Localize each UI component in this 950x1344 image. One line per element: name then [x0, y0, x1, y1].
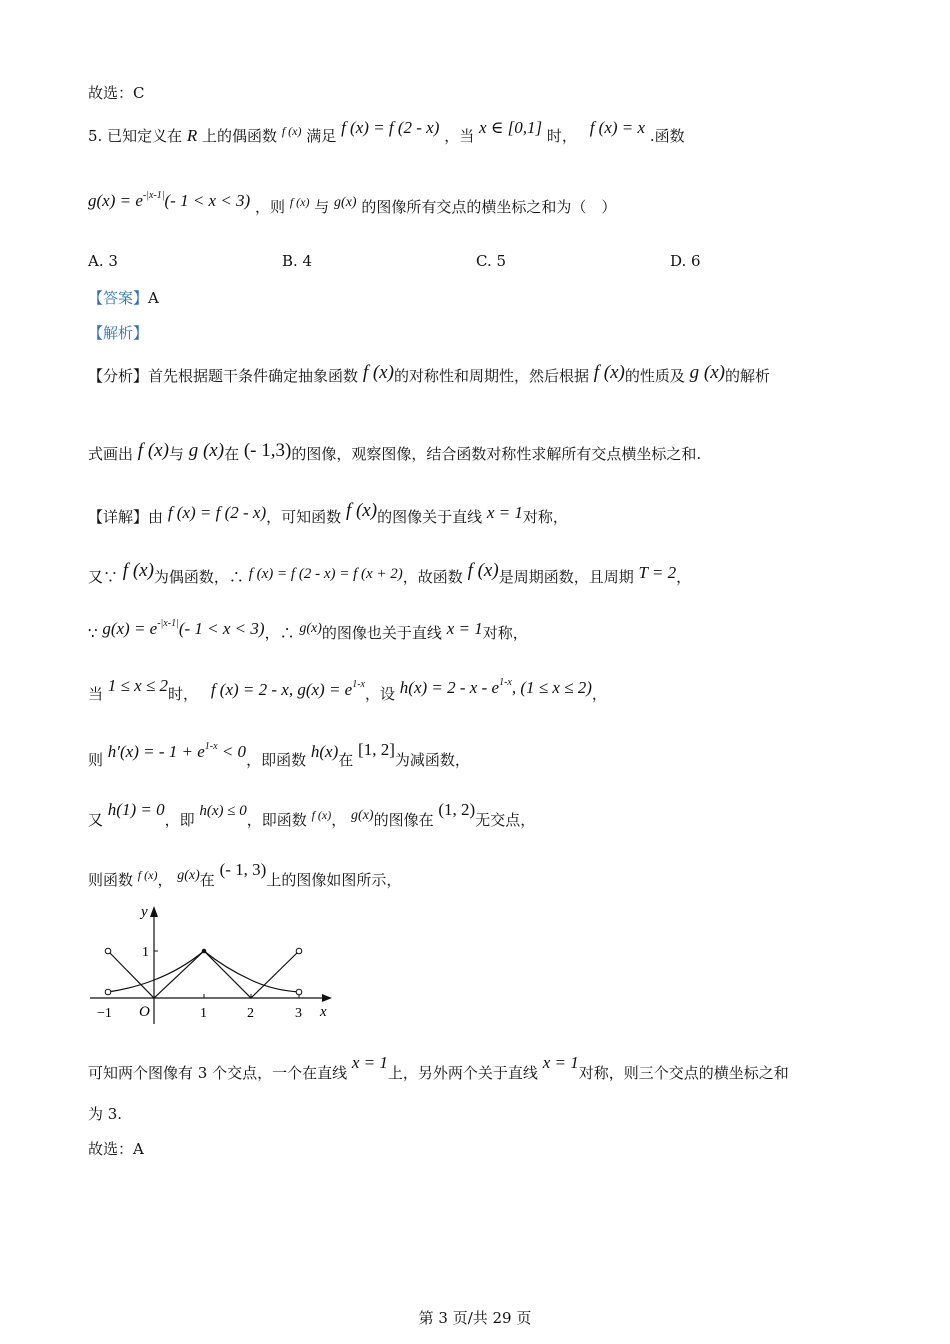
detail-text: ， — [591, 685, 607, 703]
h-derivative: h′(x) = - 1 + e — [107, 742, 205, 761]
detail-text: 为偶函数，∴ — [153, 568, 244, 586]
tick-label-x2: 2 — [247, 1006, 254, 1021]
answer-tag: 【答案】 — [88, 289, 149, 307]
detail-text: 又 — [88, 811, 104, 829]
gx-inline: g(x) — [299, 621, 322, 636]
option-d: D. 6 — [670, 252, 701, 270]
detail-text: ，即函数 — [246, 811, 307, 829]
open-endpoint — [105, 948, 111, 954]
detail-line-6 — [88, 800, 535, 830]
detail-line-4 — [88, 676, 607, 704]
detail-text: 对称， — [522, 508, 568, 526]
detail-text: 上，另外两个关于直线 — [387, 1064, 538, 1082]
detail-text: 上的图像如图所示， — [266, 871, 402, 889]
detail-text: 由 — [148, 508, 164, 526]
h-definition: h(x) = 2 - x - e — [399, 678, 500, 697]
fenxi-text: 与 — [168, 445, 184, 463]
detail-text: 在 — [199, 871, 215, 889]
domain-condition: x ∈ [0,1] — [478, 118, 543, 137]
fenxi-text: 在 — [224, 445, 240, 463]
detail-text: ， — [676, 568, 692, 586]
answer-line — [88, 287, 159, 308]
detail-text: ，设 — [365, 685, 396, 703]
question-text: 与 — [314, 198, 330, 216]
detail-line-1 — [88, 500, 568, 527]
h-value: h(1) = 0 — [107, 800, 165, 819]
detail-text: 对称，则三个交点的横坐标之和 — [578, 1064, 789, 1082]
gx-inline: g (x) — [188, 440, 225, 461]
detail-line-2 — [88, 560, 691, 587]
tick-label-x3: 3 — [295, 1006, 302, 1021]
question-text: 时， — [546, 127, 577, 145]
fx-inline: f (x) — [345, 500, 378, 521]
tick-label-xm1: −1 — [97, 1006, 112, 1021]
detail-text: 的图像也关于直线 — [321, 624, 442, 642]
inequality: h(x) ≤ 0 — [199, 803, 247, 819]
open-endpoint — [296, 948, 302, 954]
fx-inline: f (x) — [281, 124, 302, 138]
exponent: 1-x — [352, 679, 365, 690]
tick-label-x1: 1 — [200, 1006, 207, 1021]
periodicity-equation: f (x) = f (2 - x) = f (x + 2) — [248, 566, 403, 582]
interval: (1, 2) — [438, 800, 476, 819]
h-inline: h(x) — [310, 742, 339, 761]
fx-inline: f (x) — [137, 440, 169, 461]
fx-inline: f (x) — [467, 560, 499, 581]
open-endpoint — [296, 989, 302, 995]
detail-text: 在 — [338, 751, 354, 769]
detail-text: ，即 — [164, 811, 195, 829]
option-c: C. 5 — [476, 252, 507, 270]
final-choice: 故选：A — [88, 1140, 144, 1158]
fenxi-text: 首先根据题干条件确定抽象函数 — [148, 367, 359, 385]
axis-line-eq: x = 1 — [446, 619, 483, 638]
question-text: 的图像所有交点的横坐标之和为（ ） — [361, 198, 617, 216]
detail-line-7 — [88, 860, 401, 890]
detail-text: 又∵ — [88, 568, 119, 586]
g-exponent: -|x-1| — [142, 190, 165, 201]
gx-inline: g(x) — [334, 195, 357, 210]
prev-choice: 故选：C — [88, 84, 145, 102]
fenxi-text: 的性质及 — [624, 367, 685, 385]
axis-line-eq: x = 1 — [351, 1053, 388, 1072]
detail-line-9: 为 3. — [88, 1105, 123, 1123]
question-text: 满足 — [306, 127, 337, 145]
detail-text: ， — [157, 871, 173, 889]
detail-text: 可知两个图像有 3 个交点，一个在直线 — [88, 1064, 348, 1082]
question-text: .函数 — [649, 127, 685, 145]
y-axis-label: y — [141, 904, 148, 920]
set-R: R — [186, 126, 198, 145]
fenxi-text: 式画出 — [88, 445, 134, 463]
gx-inline: g(x) — [177, 868, 200, 883]
page-footer: 第 3 页/共 29 页 — [418, 1309, 532, 1327]
inequality: < 0 — [217, 742, 247, 761]
detail-text: 是周期函数，且周期 — [498, 568, 634, 586]
fenxi-text: 的对称性和周期性，然后根据 — [393, 367, 589, 385]
fx-inline: f (x) — [362, 362, 394, 383]
x-axis-arrow-icon — [322, 994, 332, 1002]
h-domain: , (1 ≤ x ≤ 2) — [511, 678, 592, 697]
interval: (- 1,3) — [243, 440, 292, 461]
detail-text: 无交点， — [475, 811, 536, 829]
intersection-point — [202, 949, 207, 954]
analysis-tag: 【解析】 — [88, 324, 149, 342]
detail-text: ，即函数 — [246, 751, 307, 769]
answer-value: A — [148, 289, 159, 307]
period-value: T = 2 — [638, 563, 677, 582]
interval: (- 1, 3) — [219, 860, 267, 879]
detail-line-5 — [88, 740, 470, 770]
question-text: ，当 — [444, 127, 475, 145]
fenxi-line-2 — [88, 440, 701, 464]
axis-line-eq: x = 1 — [486, 503, 523, 522]
fx-inline: f (x) — [137, 868, 158, 882]
detail-text: ∵ — [88, 624, 98, 642]
detail-text: 的图像关于直线 — [377, 508, 483, 526]
f-graph — [108, 951, 299, 998]
exponent: 1-x — [499, 677, 512, 688]
detail-text: 当 — [88, 685, 104, 703]
g-exponent: -|x-1| — [157, 618, 179, 629]
fenxi-line-1 — [88, 362, 770, 386]
detail-line-3 — [88, 618, 528, 643]
symmetry-equation: f (x) = f (2 - x) — [341, 118, 440, 137]
x-axis-label: x — [320, 1004, 327, 1020]
detail-text: ，可知函数 — [266, 508, 342, 526]
fx-definition: f (x) = x — [589, 118, 646, 137]
gx-inline: g (x) — [689, 362, 725, 383]
g-definition: g(x) = e — [102, 619, 158, 638]
piecewise-equation: f (x) = 2 - x, g(x) = e — [210, 680, 353, 699]
question-text: 上的偶函数 — [202, 127, 278, 145]
y-axis-arrow-icon — [150, 906, 158, 917]
detail-text: 对称， — [482, 624, 528, 642]
question-line-1 — [88, 118, 685, 146]
detail-text: 则 — [88, 751, 104, 769]
detail-text: 的图像在 — [373, 811, 434, 829]
open-endpoint — [105, 989, 111, 995]
detail-text: 时， — [168, 685, 199, 703]
question-number: 5. 已知定义在 — [88, 127, 183, 145]
detail-text: 则函数 — [88, 871, 134, 889]
detail-text: ，∴ — [264, 624, 295, 642]
g-domain: (- 1 < x < 3) — [164, 191, 251, 210]
fx-inline: f (x) — [122, 560, 154, 581]
question-text: ，则 — [255, 198, 286, 216]
domain-condition: 1 ≤ x ≤ 2 — [107, 676, 169, 695]
fenxi-text: 的解析 — [725, 367, 771, 385]
option-a: A. 3 — [88, 252, 118, 270]
g-graph — [108, 951, 299, 992]
function-graph-figure — [88, 898, 348, 1028]
fenxi-text: 的图像，观察图像，结合函数对称性求解所有交点横坐标之和. — [291, 445, 702, 463]
symmetry-equation: f (x) = f (2 - x) — [167, 503, 267, 522]
detail-text: ， — [331, 811, 347, 829]
g-domain: (- 1 < x < 3) — [178, 619, 265, 638]
fx-inline: f (x) — [311, 808, 332, 822]
interval: [1, 2] — [358, 740, 395, 759]
detail-text: 为减函数， — [394, 751, 470, 769]
tick-label-y1: 1 — [142, 945, 149, 960]
detail-tag: 【详解】 — [88, 508, 149, 526]
axis-line-eq: x = 1 — [542, 1053, 579, 1072]
exponent: 1-x — [204, 741, 218, 752]
fx-inline: f (x) — [593, 362, 625, 383]
detail-text: ，故函数 — [402, 568, 463, 586]
gx-inline: g(x) — [351, 808, 374, 823]
g-definition: g(x) = e — [88, 191, 143, 210]
option-b: B. 4 — [282, 252, 313, 270]
fx-inline: f (x) — [289, 195, 310, 209]
fenxi-tag: 【分析】 — [88, 367, 149, 385]
origin-label: O — [139, 1004, 150, 1020]
detail-line-8 — [88, 1053, 789, 1083]
question-line-2 — [88, 190, 616, 217]
